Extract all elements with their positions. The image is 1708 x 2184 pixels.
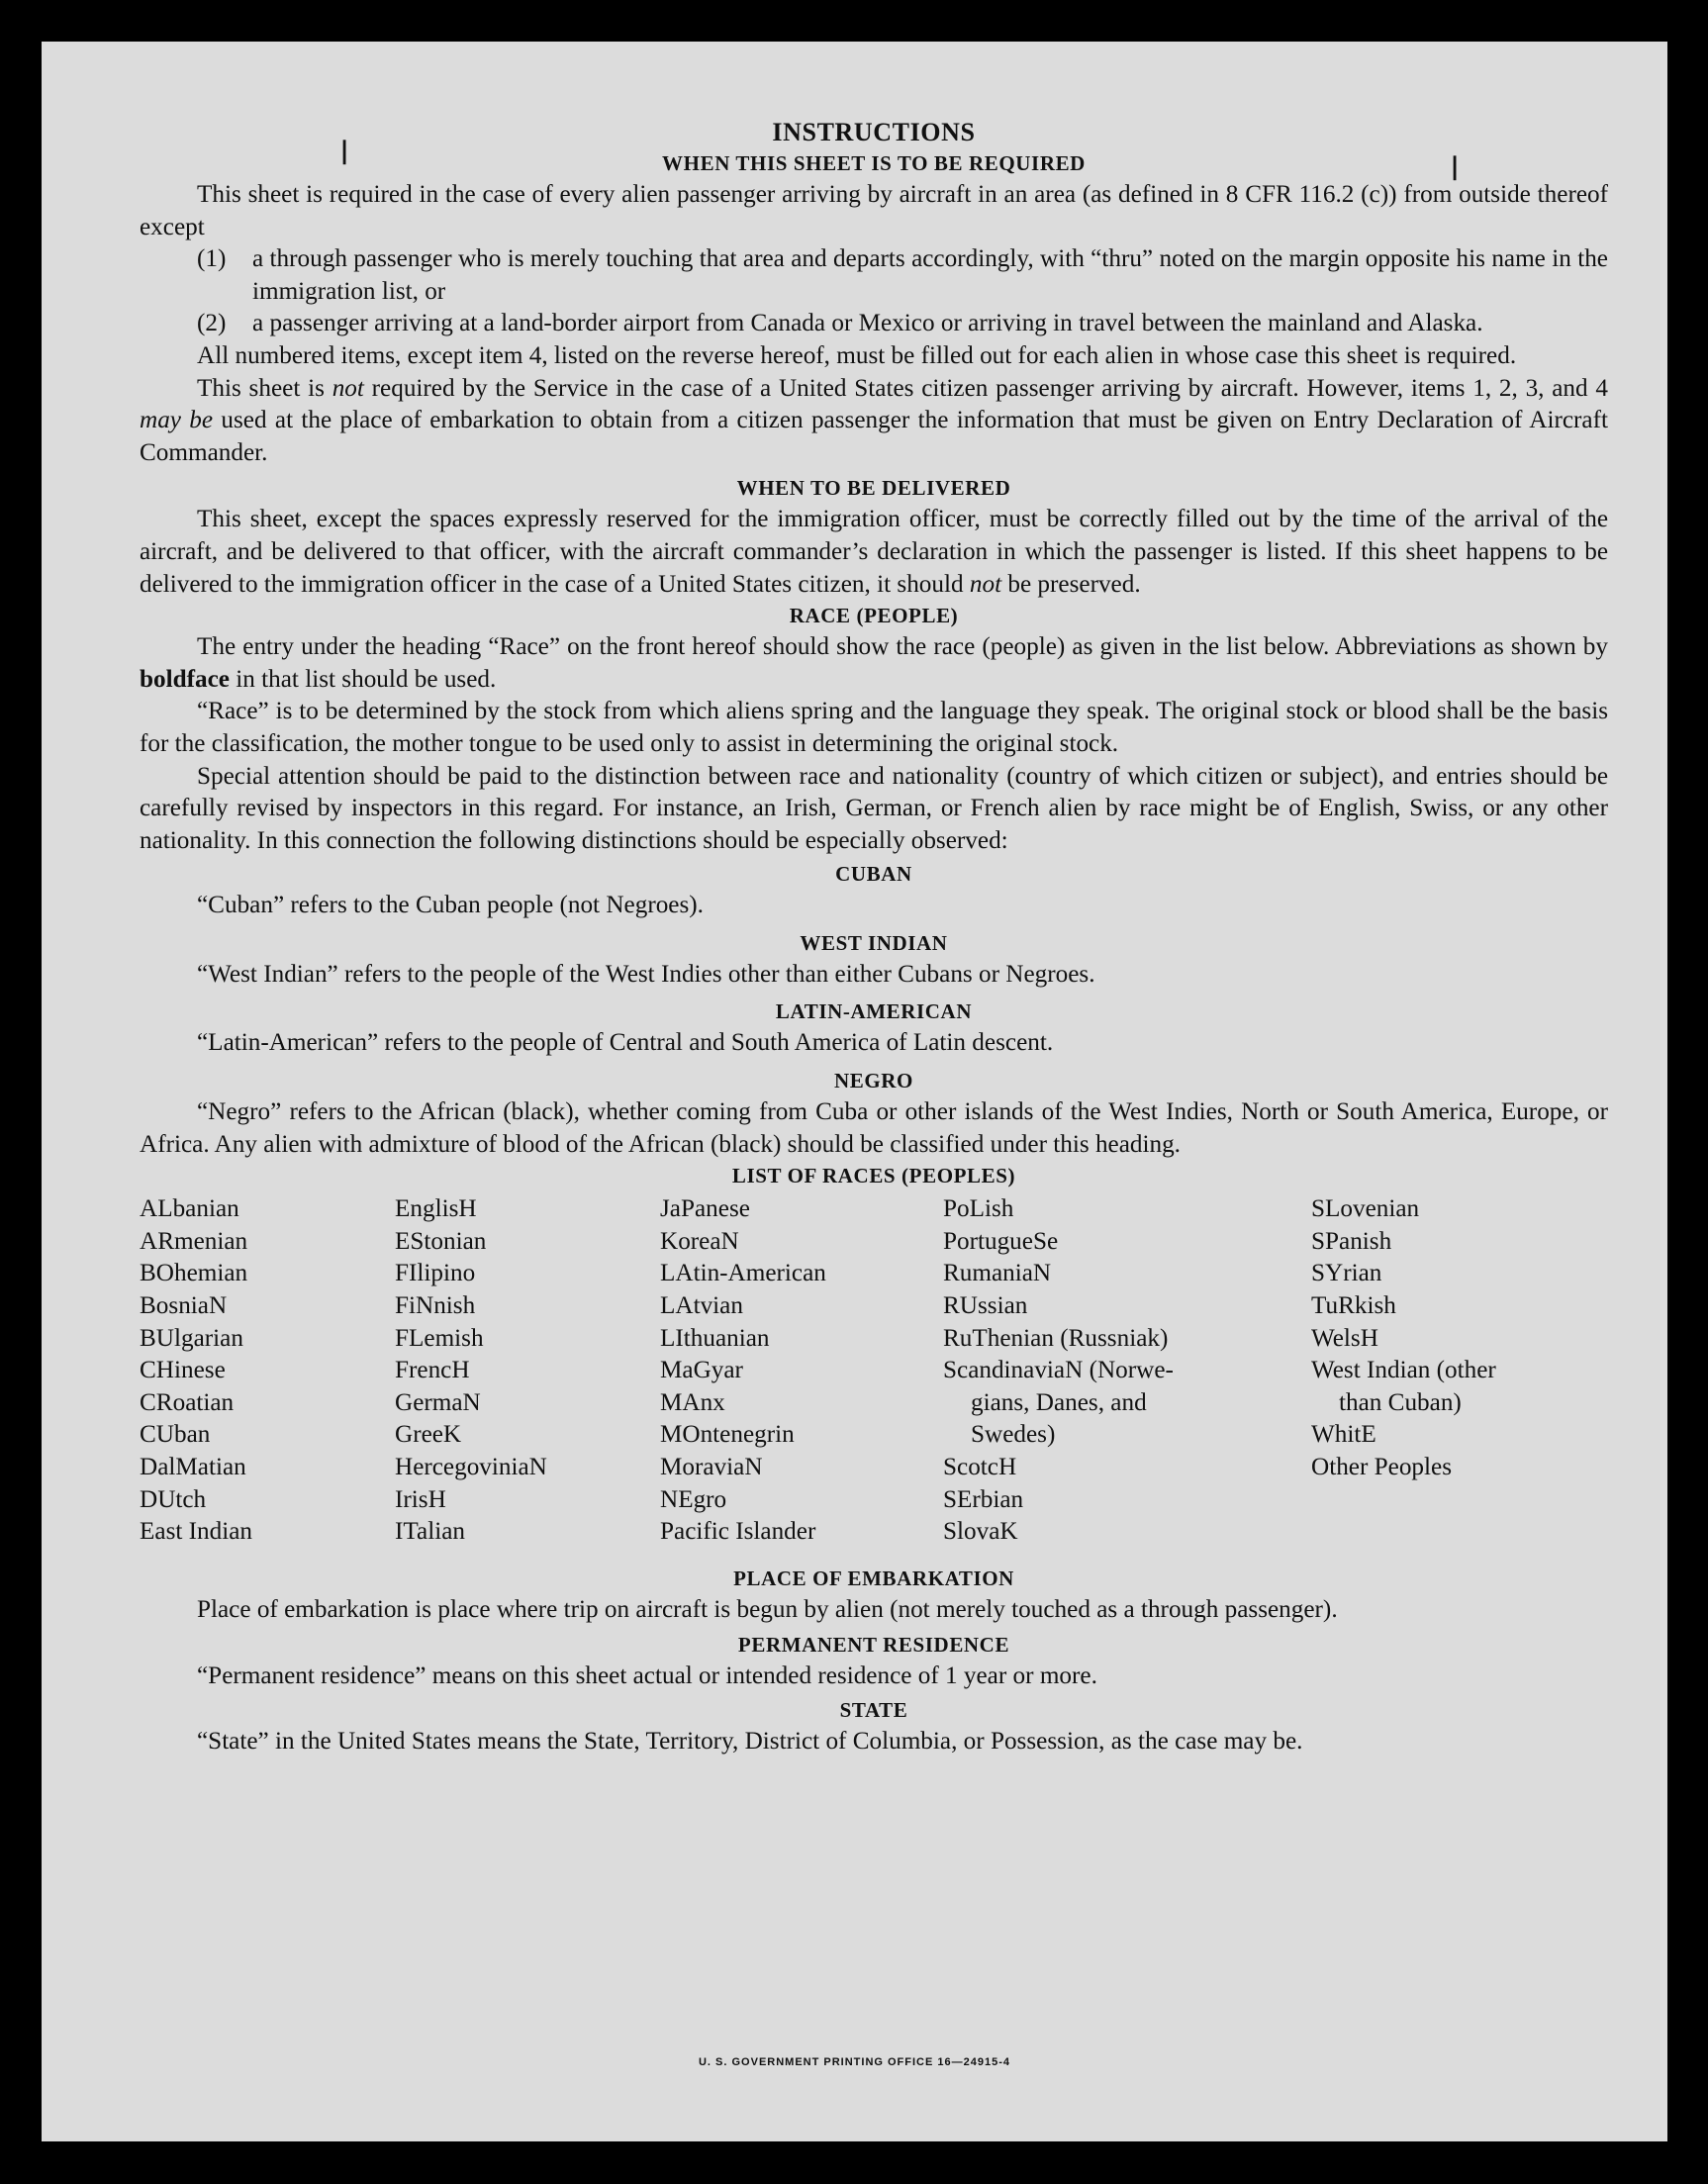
list-item: WelsH [1311, 1324, 1378, 1352]
heading-latin-american: LATIN-AMERICAN [775, 999, 973, 1024]
para-latin-american: “Latin-American” refers to the people of Central and South America of Latin descent. [197, 1029, 1054, 1057]
para-west-indian: “West Indian” refers to the people of the West Indies other than either Cubans or Negroes. [197, 960, 1095, 988]
para-race-stock: “Race” is to be determined by the stock from which aliens spring and the language they speak. The original stock or blood shall be the basis for the classification, the mother tongue to be used only to assist in determining the original stock. [140, 698, 1608, 757]
para-state: “State” in the United States means the State, Territory, District of Columbia, or Possession, as the case may be. [197, 1728, 1303, 1756]
heading-state: STATE [839, 1698, 908, 1723]
races-column-2 [395, 1193, 547, 1549]
list-item: IrisH [395, 1485, 446, 1513]
list-item: MAnx [660, 1388, 725, 1416]
list-item: MoraviaN [660, 1454, 763, 1480]
para-embarkation: Place of embarkation is place where trip on aircraft is begun by alien (not merely touched as a through passenger). [197, 1596, 1338, 1624]
list-item: MaGyar [660, 1357, 743, 1384]
punch-mark-right: ❘ [1445, 154, 1466, 180]
para-negro: “Negro” refers to the African (black), whether coming from Cuba or other islands of the West Indies, North or South America, Europe, or Africa. Any alien with admixture of blood of the African (black) should be classified under this heading. [140, 1098, 1608, 1158]
list-item: ARmenian [140, 1227, 248, 1255]
list-item: FIlipino [395, 1260, 476, 1287]
printing-office-footer: U. S. GOVERNMENT PRINTING OFFICE 16—24915-4 [698, 2056, 1010, 2068]
races-column-4 [943, 1193, 1240, 1549]
list-item: East Indian [140, 1518, 253, 1546]
list-item: ScandinaviaN (Norwe- gians, Danes, and Swedes) [943, 1357, 1174, 1449]
heading-cuban: CUBAN [835, 862, 912, 887]
document-page [42, 42, 1667, 2141]
list-item: EStonian [395, 1227, 487, 1255]
list-item: LAtin-American [660, 1260, 826, 1287]
list-item: ScotcH [943, 1454, 1017, 1480]
heading-when-delivered: WHEN TO BE DELIVERED [736, 476, 1011, 501]
races-column-5 [1311, 1193, 1608, 1483]
list-item: CHinese [140, 1357, 226, 1384]
list-item: West Indian (other than Cuban) [1311, 1357, 1496, 1416]
list-item: Other Peoples [1311, 1454, 1452, 1480]
heading-race: RACE (PEOPLE) [789, 604, 959, 628]
list-item: RuThenian (Russniak) [943, 1324, 1169, 1352]
list-item: TuRkish [1311, 1292, 1396, 1320]
list-item: CRoatian [140, 1388, 235, 1416]
list-item: SYrian [1311, 1260, 1382, 1287]
list-item: Pacific Islander [660, 1518, 816, 1546]
instructions-content [140, 117, 1608, 1758]
list-item: SErbian [943, 1485, 1024, 1513]
list-item: SLovenian [1311, 1195, 1420, 1223]
list-item: EnglisH [395, 1195, 477, 1223]
list-item: FrencH [395, 1357, 470, 1384]
list-item: FLemish [395, 1324, 484, 1352]
list-item: GreeK [395, 1421, 462, 1449]
para-requirement: This sheet is required in the case of every alien passenger arriving by aircraft in an area (as defined in 8 CFR 116.2 (c)) from outside thereof except [140, 181, 1608, 240]
list-item: DUtch [140, 1485, 207, 1513]
exception-item-1: (1) a through passenger who is merely touching that area and departs accordingly, with “thru” noted on the margin opposite his name in the immigration list, or [197, 245, 1608, 305]
races-list [140, 1193, 1608, 1564]
list-item: RUssian [943, 1292, 1028, 1320]
list-item: LAtvian [660, 1292, 743, 1320]
list-item: FiNnish [395, 1292, 476, 1320]
list-item: PoLish [943, 1195, 1014, 1223]
punch-mark-left: ❘ [334, 139, 355, 164]
list-item: SPanish [1311, 1227, 1392, 1255]
exceptions-list [197, 243, 1608, 340]
list-item: ALbanian [140, 1195, 239, 1223]
list-item: LIthuanian [660, 1324, 770, 1352]
heading-west-indian: WEST INDIAN [800, 930, 948, 955]
list-item: HercegoviniaN [395, 1454, 547, 1480]
list-item: BOhemian [140, 1260, 248, 1287]
heading-list-of-races: LIST OF RACES (PEOPLES) [731, 1164, 1016, 1188]
para-numbered-items: All numbered items, except item 4, listed on the reverse hereof, must be filled out for each alien in whose case this sheet is required. [197, 341, 1517, 369]
exception-item-2: (2) a passenger arriving at a land-border airport from Canada or Mexico or arriving in travel between the mainland and Alaska. [197, 310, 1483, 337]
para-cuban: “Cuban” refers to the Cuban people (not Negroes). [197, 892, 704, 919]
heading-negro: NEGRO [833, 1069, 913, 1093]
list-item: DalMatian [140, 1454, 246, 1480]
page-title: INSTRUCTIONS [772, 118, 976, 146]
heading-permanent-residence: PERMANENT RESIDENCE [737, 1632, 1010, 1657]
list-item: RumaniaN [943, 1260, 1052, 1287]
list-item: MOntenegrin [660, 1421, 795, 1449]
races-column-1 [140, 1193, 252, 1549]
para-race-attention: Special attention should be paid to the distinction between race and nationality (country of which citizen or subject), and entries should be carefully revised by inspectors in this regard. For instance, an Irish, German, or French alien by race might be of English, Swiss, or any other nationality. In this connection the following distinctions should be especially observed: [140, 762, 1608, 854]
para-race-entry: The entry under the heading “Race” on the front hereof should show the race (people) as given in the list below. Abbreviations as shown by boldface in that list should be used. [140, 633, 1608, 693]
para-citizen: This sheet is not required by the Service in the case of a United States citizen passenger arriving by aircraft. However, items 1, 2, 3, and 4 may be used at the place of embarkation to obtain from a citizen passenger the information that must be given on Entry Declaration of Aircraft Commander. [140, 374, 1608, 466]
para-residence: “Permanent residence” means on this sheet actual or intended residence of 1 year or more. [197, 1662, 1097, 1689]
list-item: JaPanese [660, 1195, 750, 1223]
heading-when-required: WHEN THIS SHEET IS TO BE REQUIRED [662, 151, 1086, 175]
list-item: WhitE [1311, 1421, 1376, 1449]
list-item: CUban [140, 1421, 211, 1449]
list-item: BUlgarian [140, 1324, 243, 1352]
list-item: KoreaN [660, 1227, 739, 1255]
para-delivery: This sheet, except the spaces expressly reserved for the immigration officer, must be correctly filled out by the time of the arrival of the aircraft, and be delivered to that officer, with the aircraft commander’s declaration in which the passenger is listed. If this sheet happens to be delivered to the immigration officer in the case of a United States citizen, it should not be preserved. [140, 506, 1608, 598]
list-item: SlovaK [943, 1518, 1018, 1546]
races-column-3 [660, 1193, 826, 1549]
heading-place-of-embarkation: PLACE OF EMBARKATION [733, 1567, 1014, 1591]
list-item: GermaN [395, 1388, 481, 1416]
list-item: ITalian [395, 1518, 465, 1546]
list-item: PortugueSe [943, 1227, 1059, 1255]
list-item: NEgro [660, 1485, 727, 1513]
list-item: BosniaN [140, 1292, 228, 1320]
